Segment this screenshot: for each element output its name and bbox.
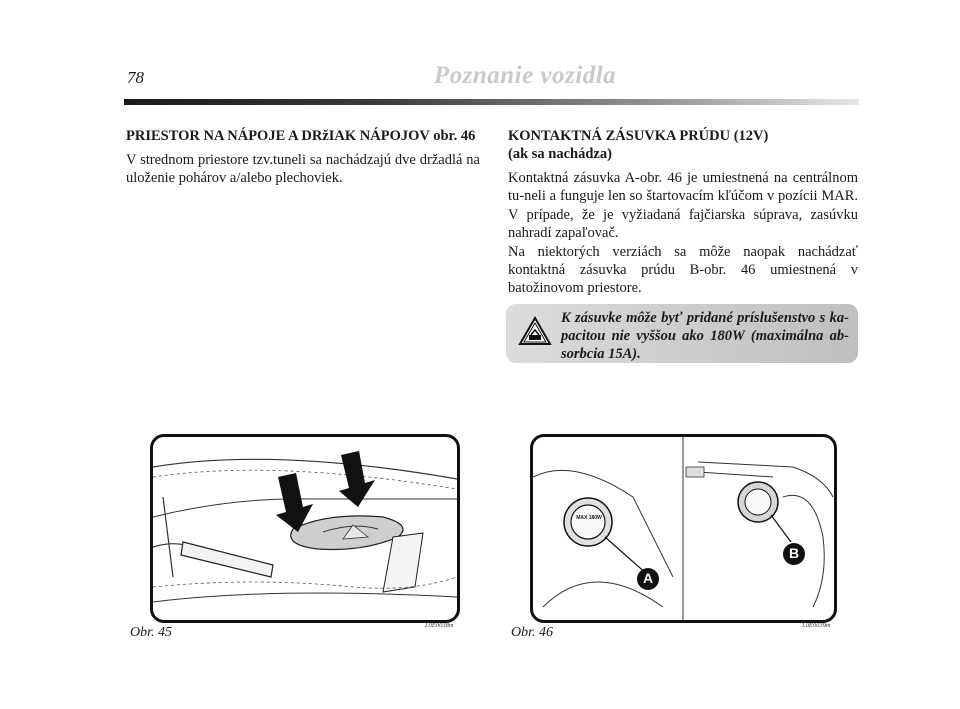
label-a: A [642, 570, 654, 586]
section-subheading-socket: (ak sa nachádza) [508, 146, 612, 162]
warning-text: K zásuvke môže byť pridané príslušenstvo s ka-pacitou nie vyššou ako 180W (maximálna ab-sorbcia 15A). [561, 310, 849, 362]
figure-socket [530, 434, 837, 623]
section-text-socket: Kontaktná zásuvka A-obr. 46 je umiestnená na centrálnom tu-neli a funguje len so štartovacím kľúčom v pozícii MAR. V prípade, že je vyžiadaná fajčiarska súprava, zasúvku nahradí zapaľovač. [508, 170, 858, 242]
page-number: 78 [127, 68, 144, 87]
warning-triangle-icon [518, 316, 552, 346]
section-heading-socket: KONTAKTNÁ ZÁSUVKA PRÚDU (12V) [508, 128, 769, 144]
right-column [508, 127, 858, 298]
figure-caption-45: Obr. 45 [130, 625, 173, 640]
section-heading-drinks: PRIESTOR NA NÁPOJE A DRžIAK NÁPOJOV obr. 46 [126, 128, 476, 144]
figure-caption-46: Obr. 46 [511, 625, 554, 640]
left-column [126, 127, 480, 188]
section-text-socket-2: Na niektorých verziách sa môže naopak nachádzať kontaktná zásuvka prúdu B-obr. 46 umiestnená v batožinovom priestore. [508, 243, 858, 297]
cupholder-illustration [153, 437, 457, 620]
socket-illustration [533, 437, 834, 620]
header-divider [124, 99, 859, 105]
page-title: Poznanie vozidla [433, 62, 617, 89]
figure-code-45: L0E0038m [425, 622, 454, 629]
figure-cupholder [150, 434, 460, 623]
socket-label: MAX 180W [576, 515, 602, 521]
figure-code-46: L0E0039m [802, 622, 831, 629]
label-b: B [788, 545, 800, 561]
warning-box [506, 304, 858, 363]
section-text-drinks: V strednom priestore tzv.tuneli sa nachádzajú dve držadlá na uloženie pohárov a/alebo plechoviek. [126, 152, 480, 187]
